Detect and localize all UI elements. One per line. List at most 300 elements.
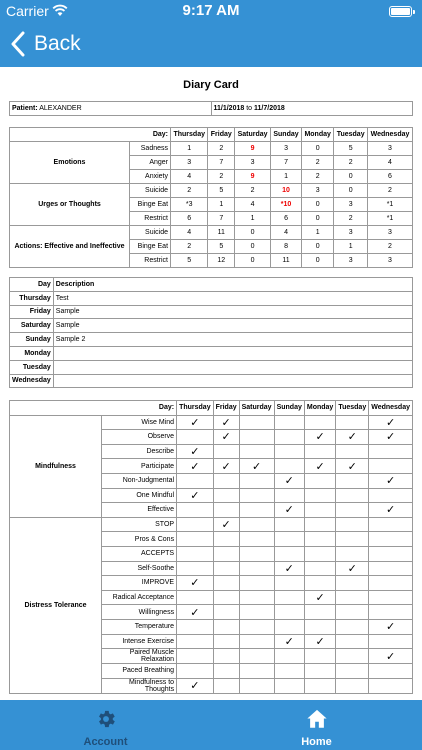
rating-cell: 0 — [334, 184, 368, 198]
check-icon: ✓ — [274, 561, 304, 576]
rating-item-label: Sadness — [130, 142, 171, 156]
skill-label: Participate — [102, 459, 177, 474]
rating-cell: 3 — [171, 156, 208, 170]
tab-home[interactable] — [211, 700, 422, 750]
skill-label: STOP — [102, 517, 177, 532]
rating-cell: 3 — [270, 142, 301, 156]
check-icon: ✓ — [177, 415, 214, 430]
rating-cell: 4 — [270, 226, 301, 240]
check-icon: ✓ — [239, 459, 274, 474]
desc-day: Sunday — [10, 333, 54, 347]
rating-cell: 2 — [334, 212, 368, 226]
skills-day-header: Friday — [213, 401, 239, 416]
skill-cell — [274, 430, 304, 445]
rating-cell: 3 — [334, 226, 368, 240]
skills-row — [10, 415, 413, 430]
skill-label: Pros & Cons — [102, 532, 177, 547]
rating-item-label: Suicide — [130, 184, 171, 198]
skill-cell — [369, 678, 413, 693]
check-icon: ✓ — [369, 503, 413, 518]
skills-day-header: Tuesday — [336, 401, 369, 416]
skill-cell — [304, 473, 335, 488]
rating-cell: 5 — [208, 184, 235, 198]
rating-cell: 3 — [368, 142, 413, 156]
skill-cell — [239, 473, 274, 488]
skill-cell — [369, 517, 413, 532]
skill-cell — [239, 664, 274, 679]
skill-cell — [304, 503, 335, 518]
desc-row — [10, 374, 413, 388]
rating-cell: 2 — [235, 184, 271, 198]
tab-account-label: Account — [83, 736, 128, 748]
skill-cell — [177, 503, 214, 518]
check-icon: ✓ — [304, 459, 335, 474]
desc-day: Monday — [10, 346, 54, 360]
rating-item-label: Suicide — [130, 226, 171, 240]
rating-cell: 2 — [171, 184, 208, 198]
skill-cell — [304, 546, 335, 561]
skills-day-header: Thursday — [177, 401, 214, 416]
day-header: Sunday — [270, 128, 301, 142]
skill-cell — [336, 619, 369, 634]
rating-cell: 2 — [208, 170, 235, 184]
rating-cell: 9 — [235, 142, 271, 156]
desc-text — [53, 360, 412, 374]
rating-cell: 0 — [235, 226, 271, 240]
chevron-left-icon — [10, 31, 26, 57]
skill-cell — [369, 590, 413, 605]
skill-cell — [213, 444, 239, 459]
skills-day-header: Saturday — [239, 401, 274, 416]
skill-cell — [239, 430, 274, 445]
check-icon: ✓ — [213, 430, 239, 445]
rating-cell: 2 — [208, 142, 235, 156]
back-button[interactable] — [10, 28, 81, 60]
skill-cell — [213, 678, 239, 693]
ratings-group-label: Actions: Effective and Ineffective — [10, 226, 130, 268]
desc-text — [53, 346, 412, 360]
check-icon: ✓ — [177, 444, 214, 459]
skill-cell — [274, 532, 304, 547]
rating-cell: 0 — [235, 240, 271, 254]
skill-cell — [369, 664, 413, 679]
day-header: Saturday — [235, 128, 271, 142]
skill-cell — [274, 649, 304, 664]
ratings-row — [10, 142, 413, 156]
skill-cell — [336, 576, 369, 591]
patient-name: ALEXANDER — [39, 105, 82, 112]
rating-cell: 2 — [334, 156, 368, 170]
patient-cell — [10, 102, 212, 116]
skill-cell — [239, 576, 274, 591]
skill-cell — [239, 678, 274, 693]
rating-cell: 0 — [302, 254, 334, 268]
desc-row — [10, 333, 413, 347]
skill-cell — [304, 664, 335, 679]
rating-cell: *10 — [270, 198, 301, 212]
skill-cell — [177, 664, 214, 679]
rating-cell: 0 — [302, 198, 334, 212]
skill-cell — [304, 444, 335, 459]
skill-cell — [177, 532, 214, 547]
skill-cell — [274, 664, 304, 679]
skill-cell — [274, 459, 304, 474]
skill-cell — [336, 605, 369, 620]
rating-cell: 0 — [302, 212, 334, 226]
skill-cell — [213, 590, 239, 605]
skill-cell — [336, 415, 369, 430]
skill-cell — [336, 678, 369, 693]
skill-cell — [336, 634, 369, 649]
rating-cell: 11 — [208, 226, 235, 240]
desc-row — [10, 346, 413, 360]
rating-cell: 7 — [208, 156, 235, 170]
skill-cell — [336, 546, 369, 561]
skill-cell — [177, 634, 214, 649]
skill-cell — [239, 444, 274, 459]
rating-cell: 3 — [235, 156, 271, 170]
skill-cell — [213, 619, 239, 634]
skill-cell — [239, 561, 274, 576]
skill-cell — [304, 488, 335, 503]
skill-cell — [274, 415, 304, 430]
rating-cell: 2 — [368, 240, 413, 254]
check-icon: ✓ — [304, 634, 335, 649]
day-header: Friday — [208, 128, 235, 142]
skill-cell — [213, 532, 239, 547]
patient-table — [9, 101, 413, 116]
rating-cell: 10 — [270, 184, 301, 198]
rating-cell: 0 — [334, 170, 368, 184]
rating-cell: 1 — [270, 170, 301, 184]
check-icon: ✓ — [369, 415, 413, 430]
battery-icon — [389, 6, 412, 17]
skill-label: Willingness — [102, 605, 177, 620]
skill-label: Temperature — [102, 619, 177, 634]
check-icon: ✓ — [274, 503, 304, 518]
skill-cell — [213, 634, 239, 649]
skill-label: Paced Breathing — [102, 664, 177, 679]
desc-text: Sample — [53, 319, 412, 333]
check-icon: ✓ — [177, 488, 214, 503]
rating-cell: *1 — [368, 198, 413, 212]
skill-label: Observe — [102, 430, 177, 445]
skill-cell — [336, 488, 369, 503]
skill-cell — [213, 488, 239, 503]
skill-cell — [177, 619, 214, 634]
check-icon: ✓ — [369, 473, 413, 488]
check-icon: ✓ — [213, 517, 239, 532]
skills-day-header: Monday — [304, 401, 335, 416]
rating-cell: 4 — [368, 156, 413, 170]
skill-cell — [274, 546, 304, 561]
rating-item-label: Restrict — [130, 212, 171, 226]
rating-cell: 6 — [270, 212, 301, 226]
skill-cell — [369, 546, 413, 561]
check-icon: ✓ — [177, 605, 214, 620]
date-range-cell — [211, 102, 413, 116]
back-label: Back — [34, 32, 81, 55]
skill-cell — [369, 561, 413, 576]
check-icon: ✓ — [304, 590, 335, 605]
day-header: Tuesday — [334, 128, 368, 142]
carrier-label: Carrier — [6, 3, 49, 19]
skill-cell — [239, 415, 274, 430]
skill-cell — [336, 503, 369, 518]
skill-cell — [369, 532, 413, 547]
rating-item-label: Anxiety — [130, 170, 171, 184]
skill-cell — [304, 415, 335, 430]
skill-cell — [274, 576, 304, 591]
check-icon: ✓ — [304, 430, 335, 445]
skill-cell — [213, 561, 239, 576]
desc-day: Tuesday — [10, 360, 54, 374]
skill-label: Radical Acceptance — [102, 590, 177, 605]
rating-cell: 1 — [208, 198, 235, 212]
skills-day-label: Day: — [10, 401, 177, 416]
desc-text — [53, 374, 412, 388]
rating-cell: 4 — [171, 226, 208, 240]
skills-day-header: Wednesday — [369, 401, 413, 416]
rating-cell: 2 — [302, 156, 334, 170]
desc-day: Saturday — [10, 319, 54, 333]
rating-cell: 5 — [208, 240, 235, 254]
page-title: Diary Card — [183, 79, 239, 91]
skill-cell — [177, 561, 214, 576]
day-header: Monday — [302, 128, 334, 142]
ratings-header-row — [10, 128, 413, 142]
skill-cell — [213, 664, 239, 679]
skill-cell — [177, 590, 214, 605]
check-icon: ✓ — [336, 430, 369, 445]
gear-icon — [95, 708, 117, 730]
rating-item-label: Binge Eat — [130, 240, 171, 254]
desc-row — [10, 319, 413, 333]
desc-header-row — [10, 278, 413, 292]
rating-cell: *3 — [171, 198, 208, 212]
check-icon: ✓ — [336, 561, 369, 576]
check-icon: ✓ — [369, 619, 413, 634]
skill-cell — [336, 517, 369, 532]
check-icon: ✓ — [369, 649, 413, 664]
skill-cell — [274, 605, 304, 620]
rating-cell: 1 — [334, 240, 368, 254]
desc-row — [10, 305, 413, 319]
ratings-day-label: Day: — [10, 128, 171, 142]
check-icon: ✓ — [274, 473, 304, 488]
skill-label: Self-Soothe — [102, 561, 177, 576]
skill-cell — [336, 473, 369, 488]
rating-cell: 9 — [235, 170, 271, 184]
ratings-table — [9, 127, 413, 268]
status-bar — [0, 0, 422, 22]
skill-cell — [213, 503, 239, 518]
skill-cell — [304, 649, 335, 664]
day-header: Thursday — [171, 128, 208, 142]
skill-cell — [177, 546, 214, 561]
desc-text: Sample 2 — [53, 333, 412, 347]
skill-label: One Mindful — [102, 488, 177, 503]
skill-cell — [239, 634, 274, 649]
skill-cell — [369, 634, 413, 649]
desc-text: Sample — [53, 305, 412, 319]
skill-cell — [274, 517, 304, 532]
skill-cell — [239, 488, 274, 503]
desc-day: Wednesday — [10, 374, 54, 388]
diary-card-content[interactable] — [0, 67, 422, 700]
clock: 9:17 AM — [182, 2, 240, 19]
desc-day-header: Day — [10, 278, 54, 292]
rating-cell: 5 — [334, 142, 368, 156]
rating-cell: 6 — [368, 170, 413, 184]
skill-label: Paired Muscle Relaxation — [102, 649, 177, 664]
skill-cell — [239, 649, 274, 664]
skill-cell — [304, 561, 335, 576]
skill-cell — [369, 605, 413, 620]
date-to-word: to — [246, 105, 253, 112]
skills-table — [9, 400, 413, 694]
skill-cell — [239, 546, 274, 561]
rating-cell: 1 — [302, 226, 334, 240]
desc-day: Thursday — [10, 291, 54, 305]
skill-cell — [274, 619, 304, 634]
skill-cell — [239, 619, 274, 634]
skill-cell — [274, 590, 304, 605]
ratings-row — [10, 226, 413, 240]
check-icon: ✓ — [274, 634, 304, 649]
desc-text: Test — [53, 291, 412, 305]
skills-group-label: Distress Tolerance — [10, 517, 102, 693]
home-icon — [306, 708, 328, 730]
skill-label: ACCEPTS — [102, 546, 177, 561]
rating-cell: 3 — [368, 254, 413, 268]
check-icon: ✓ — [177, 459, 214, 474]
rating-item-label: Restrict — [130, 254, 171, 268]
ratings-group-label: Emotions — [10, 142, 130, 184]
skill-cell — [239, 517, 274, 532]
rating-cell: 4 — [171, 170, 208, 184]
rating-cell: *1 — [368, 212, 413, 226]
skills-group-label: Mindfulness — [10, 415, 102, 517]
day-header: Wednesday — [368, 128, 413, 142]
rating-item-label: Anger — [130, 156, 171, 170]
skill-cell — [239, 590, 274, 605]
skill-cell — [274, 488, 304, 503]
ratings-row — [10, 184, 413, 198]
patient-label: Patient: — [12, 105, 38, 112]
skill-cell — [336, 664, 369, 679]
skill-label: Wise Mind — [102, 415, 177, 430]
date-to: 11/7/2018 — [254, 105, 285, 112]
rating-cell: 12 — [208, 254, 235, 268]
skill-cell — [213, 576, 239, 591]
rating-cell: 11 — [270, 254, 301, 268]
check-icon: ✓ — [336, 459, 369, 474]
desc-text-header: Description — [53, 278, 412, 292]
skill-cell — [304, 532, 335, 547]
skill-cell — [304, 619, 335, 634]
descriptions-table — [9, 277, 413, 388]
rating-cell: 7 — [208, 212, 235, 226]
skill-cell — [369, 459, 413, 474]
ratings-group-label: Urges or Thoughts — [10, 184, 130, 226]
rating-cell: 1 — [235, 212, 271, 226]
rating-cell: 3 — [302, 184, 334, 198]
rating-cell: 0 — [302, 142, 334, 156]
skill-cell — [336, 590, 369, 605]
skill-cell — [336, 649, 369, 664]
skill-cell — [177, 649, 214, 664]
rating-cell: 2 — [302, 170, 334, 184]
skill-cell — [213, 546, 239, 561]
skill-cell — [336, 444, 369, 459]
rating-cell: 2 — [368, 184, 413, 198]
skill-cell — [369, 488, 413, 503]
desc-day: Friday — [10, 305, 54, 319]
skills-day-header: Sunday — [274, 401, 304, 416]
rating-cell: 3 — [334, 198, 368, 212]
skills-row — [10, 517, 413, 532]
skill-cell — [213, 605, 239, 620]
rating-cell: 1 — [171, 142, 208, 156]
rating-cell: 5 — [171, 254, 208, 268]
skill-cell — [213, 473, 239, 488]
skill-label: Describe — [102, 444, 177, 459]
nav-header — [0, 0, 422, 67]
tab-home-label: Home — [301, 736, 332, 748]
rating-cell: 3 — [334, 254, 368, 268]
rating-cell: 2 — [171, 240, 208, 254]
skill-cell — [177, 430, 214, 445]
skill-label: Effective — [102, 503, 177, 518]
skills-header-row — [10, 401, 413, 416]
rating-cell: 6 — [171, 212, 208, 226]
check-icon: ✓ — [177, 576, 214, 591]
skill-cell — [177, 517, 214, 532]
check-icon: ✓ — [369, 430, 413, 445]
rating-cell: 0 — [235, 254, 271, 268]
rating-cell: 8 — [270, 240, 301, 254]
skill-cell — [304, 576, 335, 591]
skill-cell — [304, 605, 335, 620]
skill-cell — [304, 678, 335, 693]
skill-cell — [239, 503, 274, 518]
skill-cell — [304, 517, 335, 532]
skill-label: IMPROVE — [102, 576, 177, 591]
rating-cell: 0 — [302, 240, 334, 254]
tab-account[interactable] — [0, 700, 211, 750]
skill-label: Non-Judgmental — [102, 473, 177, 488]
skill-cell — [239, 605, 274, 620]
skill-cell — [177, 473, 214, 488]
rating-cell: 7 — [270, 156, 301, 170]
skill-cell — [369, 444, 413, 459]
skill-cell — [336, 532, 369, 547]
skill-cell — [369, 576, 413, 591]
rating-item-label: Binge Eat — [130, 198, 171, 212]
desc-row — [10, 291, 413, 305]
skill-cell — [239, 532, 274, 547]
skill-label: Intense Exercise — [102, 634, 177, 649]
tab-bar — [0, 700, 422, 750]
skill-cell — [274, 444, 304, 459]
rating-cell: 3 — [368, 226, 413, 240]
date-from: 11/1/2018 — [213, 105, 245, 112]
skill-cell — [274, 678, 304, 693]
skill-cell — [213, 649, 239, 664]
check-icon: ✓ — [213, 459, 239, 474]
desc-row — [10, 360, 413, 374]
